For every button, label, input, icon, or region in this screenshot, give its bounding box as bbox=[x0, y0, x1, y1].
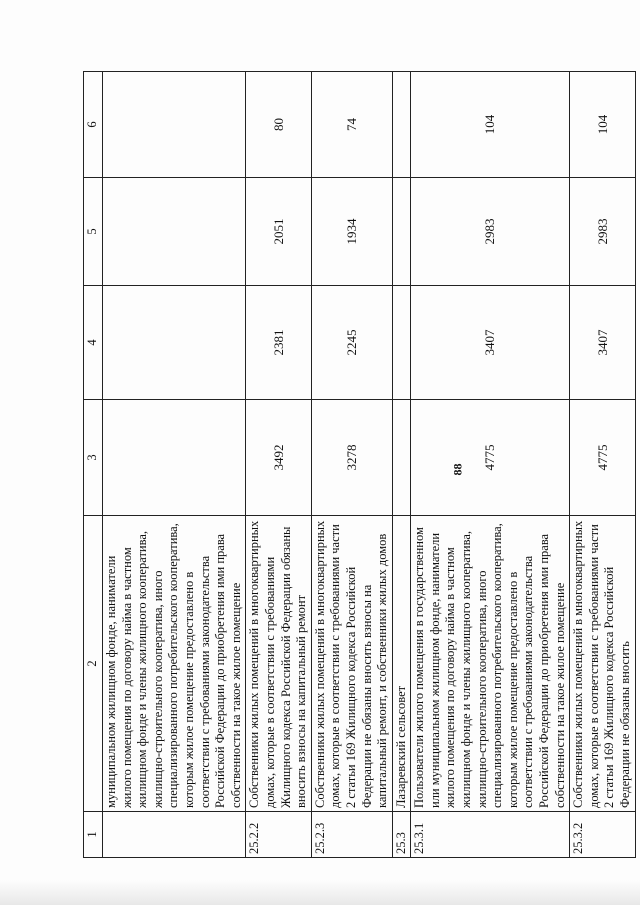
row-code: 25.2.2 bbox=[246, 812, 311, 858]
header-cell: 1 bbox=[84, 812, 103, 858]
value-col4 bbox=[103, 286, 246, 400]
value-col5: 2983 bbox=[411, 178, 570, 286]
value-col4 bbox=[392, 286, 411, 400]
value-col6 bbox=[103, 72, 246, 178]
value-col5 bbox=[392, 178, 411, 286]
table-row bbox=[392, 72, 411, 858]
value-col6: 80 bbox=[246, 72, 311, 178]
row-description: Собственники жилых помещений в многоквартирных домах, которые в соответствии с требованиями части 2 статьи 169 Жилищного кодекса Российской Федерации не обязаны вносить bbox=[570, 516, 635, 812]
value-col5: 2983 bbox=[570, 178, 635, 286]
row-description: Собственники жилых помещений в многоквартирных домах, которые в соответствии с требованиями Жилищного кодекса Российской Федерации обязаны вносить взносы на капитальный ремонт bbox=[246, 516, 311, 812]
table-row bbox=[411, 72, 570, 858]
row-description: Лазаревский сельсовет bbox=[392, 516, 411, 812]
scan-edge-shadow bbox=[0, 880, 640, 905]
value-col3 bbox=[103, 400, 246, 516]
table-row bbox=[570, 72, 635, 858]
value-col6: 104 bbox=[570, 72, 635, 178]
row-description: Собственники жилых помещений в многоквартирных домах, которые в соответствии с требованиями части 2 статьи 169 Жилищного кодекса Российской Федерации не обязаны вносить взносы на капитальный ремонт, и собственники жилых домов bbox=[311, 516, 392, 812]
table-row bbox=[311, 72, 392, 858]
value-col4: 2245 bbox=[311, 286, 392, 400]
value-col3: 3492 bbox=[246, 400, 311, 516]
value-col5 bbox=[103, 178, 246, 286]
row-code bbox=[103, 812, 246, 858]
value-col5: 2051 bbox=[246, 178, 311, 286]
row-description: Пользователи жилого помещения в государственном или муниципальном жилищном фонде, наниматели жилого помещения по договору найма в частном жилищном фонде и члены жилищного кооператива, жилищно-строительного кооператива, иного специализированного потребительского кооператива, которым жилое помещение предоставлено в соответствии с требованиями законодательства Российской Федерации до приобретения ими права собственности на такое жилое помещение bbox=[411, 516, 570, 812]
row-code: 25.3.1 bbox=[411, 812, 570, 858]
tariff-table bbox=[83, 71, 636, 858]
value-col3: 4775 bbox=[570, 400, 635, 516]
header-cell: 3 bbox=[84, 400, 103, 516]
row-description: муниципальном жилищном фонде, наниматели жилого помещения по договору найма в частном жилищном фонде и члены жилищного кооператива, жилищно-строительного кооператива, иного специализированного потребительского кооператива, которым жилое помещение предоставлено в соответствии с требованиями законодательства Российской Федерации до приобретения ими права собственности на такое жилое помещение bbox=[103, 516, 246, 812]
value-col3 bbox=[392, 400, 411, 516]
row-code: 25.2.3 bbox=[311, 812, 392, 858]
page-number: 88 bbox=[450, 463, 465, 476]
header-cell: 2 bbox=[84, 516, 103, 812]
table-header-row bbox=[84, 72, 103, 858]
value-col6 bbox=[392, 72, 411, 178]
value-col4: 3407 bbox=[570, 286, 635, 400]
row-code: 25.3.2 bbox=[570, 812, 635, 858]
value-col6: 104 bbox=[411, 72, 570, 178]
table-row bbox=[103, 72, 246, 858]
value-col3: 4775 bbox=[411, 400, 570, 516]
header-cell: 6 bbox=[84, 72, 103, 178]
rotated-table-container bbox=[83, 72, 632, 858]
value-col6: 74 bbox=[311, 72, 392, 178]
row-code: 25.3 bbox=[392, 812, 411, 858]
value-col4: 3407 bbox=[411, 286, 570, 400]
table-row bbox=[246, 72, 311, 858]
value-col4: 2381 bbox=[246, 286, 311, 400]
value-col5: 1934 bbox=[311, 178, 392, 286]
header-cell: 4 bbox=[84, 286, 103, 400]
header-cell: 5 bbox=[84, 178, 103, 286]
value-col3: 3278 bbox=[311, 400, 392, 516]
